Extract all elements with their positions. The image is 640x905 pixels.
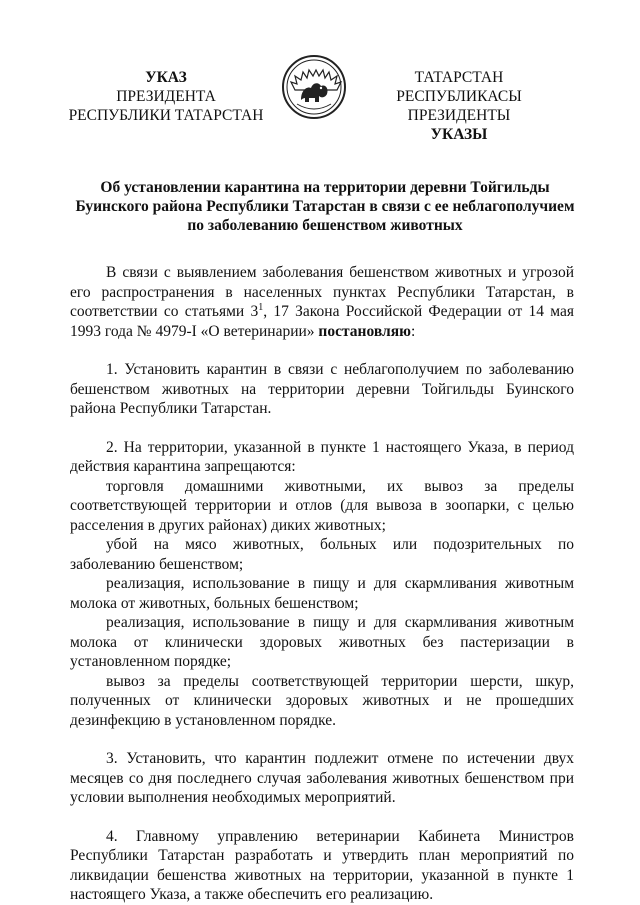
document-body <box>70 263 574 905</box>
header-left-line3: РЕСПУБЛИКИ ТАТАРСТАН <box>68 107 264 124</box>
item-4: 4. Главному управлению ветеринарии Кабинета Министров Республики Татарстан разработать и утвердить план мероприятий по ликвидации бешенства животных на территории, указанной в пункте 1 настоящего Указа, а также обеспечить его реализацию. <box>70 827 574 903</box>
item-2e: вывоз за пределы соответствующей территории шерсти, шкур, полученных от клинически здоровых животных и не прошедших дезинфекцию в установленном порядке. <box>70 672 574 729</box>
header-right-line2: ПРЕЗИДЕНТЫ <box>407 107 511 124</box>
item-2d: реализация, использование в пищу и для скармливания животным молока от клинически здоровых животных без пастеризации в установленном порядке; <box>70 614 574 670</box>
item-2b: убой на мясо животных, больных или подозрительных по заболеванию бешенством; <box>70 536 574 573</box>
intro-text2: , 17 Закона Российской Федерации от 14 мая 1993 года № 4979-I «О ветеринарии» <box>70 303 575 340</box>
intro-bold: постановляю <box>318 322 411 340</box>
item-3: 3. Установить, что карантин подлежит отмене по истечении двух месяцев со дня последнего случая заболевания животных бешенством при условии выполнения необходимых мероприятий. <box>70 750 574 806</box>
coat-of-arms-emblem-icon <box>281 54 347 120</box>
header-right-line3: УКАЗЫ <box>430 126 488 143</box>
intro-text: В связи с выявлением заболевания бешенством животных и угрозой его распространения в населенных пунктах Республики Татарстан, в соответствии со статьями 3 <box>70 264 574 320</box>
header-left <box>60 68 272 125</box>
item-1: 1. Установить карантин в связи с неблагополучием по заболеванию бешенством животных на территории деревни Тойгильды Буинского района Республики Татарстан. <box>70 361 574 417</box>
header-left-line1: УКАЗ <box>145 69 187 86</box>
title-line3: по заболеванию бешенством животных <box>187 217 463 234</box>
title-line2: Буинского района Республики Татарстан в связи с ее неблагополучием <box>75 198 575 215</box>
intro-sup: 1 <box>258 301 264 313</box>
intro-paragraph <box>70 263 574 341</box>
header-right <box>354 68 564 144</box>
header-left-line2: ПРЕЗИДЕНТА <box>116 88 216 105</box>
title-line1: Об установлении карантина на территории деревни Тойгильды <box>100 179 550 196</box>
intro-end: : <box>410 322 416 340</box>
header-right-line1: ТАТАРСТАН РЕСПУБЛИКАСЫ <box>396 69 522 105</box>
item-2a: торговля домашними животными, их вывоз за пределы соответствующей территории и отлов (для вывоза в зоопарки, с целью расселения в других районах) диких животных; <box>70 477 574 534</box>
document-title <box>70 178 580 235</box>
item-2: 2. На территории, указанной в пункте 1 настоящего Указа, в период действия карантина запрещаются: <box>70 438 574 475</box>
item-2c: реализация, использование в пищу и для скармливания животным молока от животных, больных бешенством; <box>70 575 574 612</box>
